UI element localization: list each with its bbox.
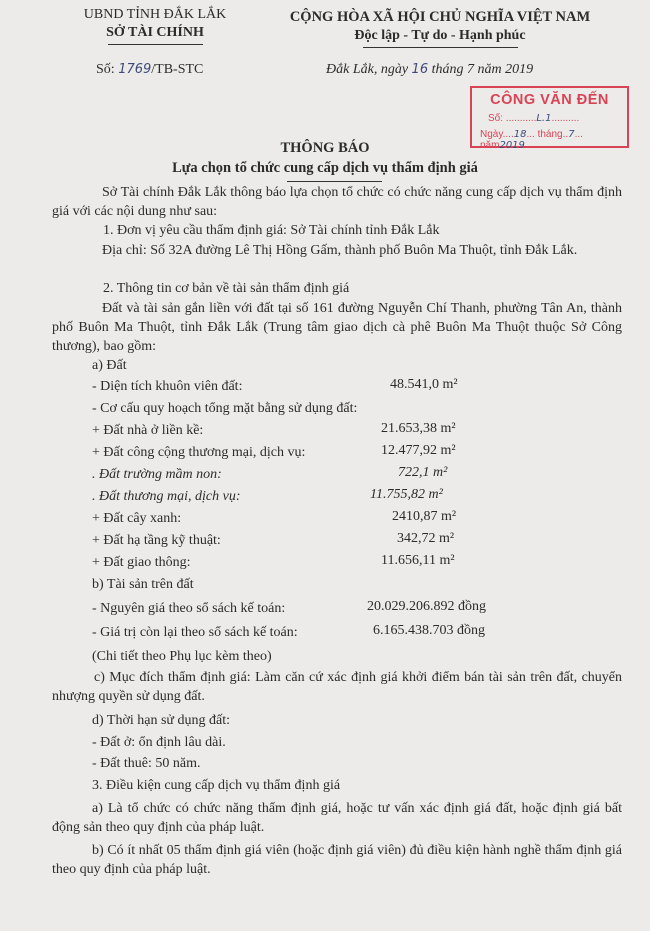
document-subtitle: Lựa chọn tổ chức cung cấp dịch vụ thẩm định giá [172,160,478,176]
land-row-label: + Đất công cộng thương mại, dịch vụ: [92,445,306,460]
land-row-value: 722,1 m² [398,465,448,480]
stamp-month-label: tháng [537,129,563,140]
land-row-label: . Đất thương mại, dịch vụ: [92,489,241,504]
land-row-label: + Đất nhà ở liền kề: [92,423,204,438]
issuing-agency-header [60,6,250,45]
national-header [270,8,610,48]
place-date-prefix: Đắk Lắk, ngày [326,62,409,77]
land-row-value: 2410,87 m² [392,509,457,524]
land-row-value: 12.477,92 m² [381,443,456,458]
intro-paragraph: Sở Tài chính Đắk Lắk thông báo lựa chọn tổ chức có chức năng cung cấp dịch vụ thẩm định giá với các nội dung như sau: [52,185,622,219]
land-row-label: + Đất giao thông: [92,555,191,570]
document-title: THÔNG BÁO [280,140,370,156]
stamp-number-label: Số: [488,113,504,124]
place-date-month-year: tháng 7 năm 2019 [431,62,534,77]
agency-underline [108,44,203,45]
land-row-value: 11.656,11 m² [381,553,455,568]
section-2: 2. Thông tin cơ bản về tài sản thẩm định giá [103,281,350,296]
land-row-label: + Đất hạ tầng kỹ thuật: [92,533,221,548]
land-row-value: 21.653,38 m² [381,421,456,436]
stamp-year: 2019 [499,140,525,151]
land-row-value: 342,72 m² [397,531,455,546]
agency-parent: UBND TỈNH ĐẮK LẮK [83,7,227,22]
asset-row-label: - Nguyên giá theo sổ sách kế toán: [92,601,286,616]
stamp-number: Số: ...........L.1.......... [488,113,580,124]
asset-row-value: 20.029.206.892 đồng [367,599,486,614]
condition-a: a) Là tổ chức có chức năng thẩm định giá, hoặc tư vấn xác định giá đất, hoặc định giá bất động sản theo quy định của pháp luật. [52,801,622,835]
condition-b: b) Có ít nhất 05 thẩm định giá viên (hoặc định giá viên) đủ điều kiện hành nghề thẩm định giá theo quy định của pháp luật. [52,843,622,877]
assets-note: (Chi tiết theo Phụ lục kèm theo) [92,649,272,664]
document-number [96,62,203,78]
received-stamp [470,86,629,151]
place-date-day: 16 [411,62,429,77]
stamp-day-label: Ngày [480,129,503,140]
asset-description: Đất và tài sản gắn liền với đất tại số 161 đường Nguyễn Chí Thanh, phường Tân An, thành phố Buôn Ma Thuột, tỉnh Đắk Lắk (Trung tâm giao dịch cà phê Buôn Ma Thuột thuộc Sở Công thương), bao gồm: [52,301,622,354]
place-date [326,62,533,78]
subtitle-underline [287,181,382,182]
land-row-label: - Cơ cấu quy hoạch tổng mặt bằng sử dụng đất: [92,401,358,416]
stamp-date: Ngày....18... tháng..7... năm2019 [480,129,583,151]
term-heading: d) Thời hạn sử dụng đất: [92,713,230,728]
doc-number-suffix: /TB-STC [151,62,204,77]
national-motto: Độc lập - Tự do - Hạnh phúc [354,28,526,43]
section-3: 3. Điều kiện cung cấp dịch vụ thẩm định giá [92,778,341,793]
section-1: 1. Đơn vị yêu cầu thẩm định giá: Sở Tài chính tỉnh Đắk Lắk [103,223,440,238]
assets-heading: b) Tài sản trên đất [92,577,194,592]
land-row-label: - Diện tích khuôn viên đất: [92,379,243,394]
asset-row-label: - Giá trị còn lại theo sổ sách kế toán: [92,625,298,640]
land-row-label: . Đất trường mầm non: [92,467,222,482]
agency-name: SỞ TÀI CHÍNH [106,25,204,40]
land-heading: a) Đất [92,358,127,373]
term-row: - Đất thuê: 50 năm. [92,756,201,771]
doc-number-handwritten: 1769 [118,62,152,77]
stamp-month: 7 [568,129,575,140]
land-row-value: 11.755,82 m² [370,487,443,502]
doc-number-label: Số: [96,62,115,77]
asset-row-value: 6.165.438.703 đồng [373,623,485,638]
stamp-title: CÔNG VĂN ĐẾN [490,92,609,108]
stamp-day: 18 [513,129,527,140]
land-row-value: 48.541,0 m² [390,377,458,392]
national-title: CỘNG HÒA XÃ HỘI CHỦ NGHĨA VIỆT NAM [289,9,591,25]
term-row: - Đất ở: ổn định lâu dài. [92,735,226,750]
stamp-year-label: năm [480,140,500,151]
purpose-paragraph: c) Mục đích thẩm định giá: Làm căn cứ xác định giá khởi điểm bán tài sản trên đất, chuyển nhượng quyền sử dụng đất. [52,670,622,704]
land-row-label: + Đất cây xanh: [92,511,182,526]
address-paragraph: Địa chỉ: Số 32A đường Lê Thị Hồng Gấm, thành phố Buôn Ma Thuột, tỉnh Đắk Lắk. [102,243,578,258]
stamp-number-value: L.1 [536,113,552,124]
motto-underline [363,47,518,48]
